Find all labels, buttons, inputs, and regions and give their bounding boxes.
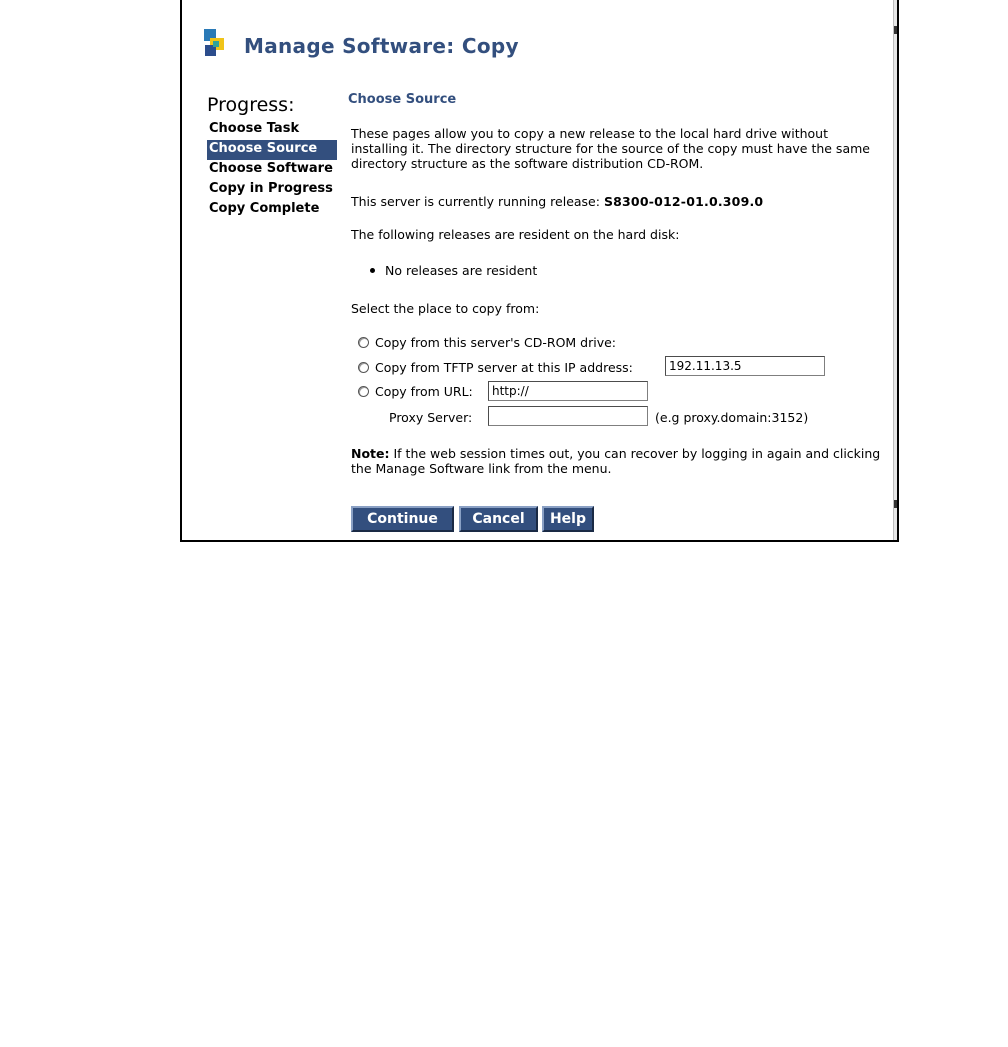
proxy-server-input[interactable] bbox=[488, 406, 648, 426]
progress-step-choose-task: Choose Task bbox=[209, 121, 300, 136]
option-tftp[interactable] bbox=[358, 360, 633, 375]
progress-step-choose-source: Choose Source bbox=[207, 140, 337, 160]
resident-releases-label: The following releases are resident on the hard disk: bbox=[351, 227, 680, 242]
section-title: Choose Source bbox=[348, 92, 457, 107]
running-release-label: This server is currently running release: bbox=[351, 194, 604, 209]
browser-page-frame bbox=[180, 0, 899, 542]
running-release-line bbox=[351, 194, 883, 209]
proxy-server-hint: (e.g proxy.domain:3152) bbox=[655, 410, 809, 425]
copy-source-label: Select the place to copy from: bbox=[351, 301, 540, 316]
resident-item-label: No releases are resident bbox=[385, 263, 538, 278]
cdrom-option-label: Copy from this server's CD-ROM drive: bbox=[375, 335, 617, 350]
url-option-label: Copy from URL: bbox=[375, 384, 473, 399]
option-url[interactable] bbox=[358, 384, 473, 399]
help-button[interactable]: Help bbox=[542, 506, 594, 532]
progress-step-copy-in-progress: Copy in Progress bbox=[209, 181, 333, 196]
progress-step-copy-complete: Copy Complete bbox=[209, 201, 320, 216]
progress-steps bbox=[207, 120, 341, 220]
app-logo-icon bbox=[204, 29, 230, 57]
cancel-button[interactable]: Cancel bbox=[459, 506, 538, 532]
tftp-option-label: Copy from TFTP server at this IP address: bbox=[375, 360, 633, 375]
session-note bbox=[351, 446, 883, 476]
tftp-ip-input[interactable]: 192.11.13.5 bbox=[665, 356, 825, 376]
note-label: Note: bbox=[351, 446, 390, 461]
intro-text: These pages allow you to copy a new release to the local hard drive without installing it. The directory structure for the source of the copy must have the same directory structure as the software distribution CD-ROM. bbox=[351, 126, 870, 171]
scrollbar[interactable] bbox=[893, 0, 897, 540]
progress-step-choose-software: Choose Software bbox=[209, 161, 333, 176]
progress-heading: Progress: bbox=[207, 94, 295, 116]
running-release-value: S8300-012-01.0.309.0 bbox=[603, 194, 764, 209]
page-title: Manage Software: Copy bbox=[244, 34, 519, 58]
tftp-radio[interactable] bbox=[358, 362, 369, 373]
bullet-icon bbox=[370, 268, 375, 273]
note-text: If the web session times out, you can recover by logging in again and clicking the Manage Software link from the menu. bbox=[351, 446, 881, 476]
url-radio[interactable] bbox=[358, 386, 369, 397]
proxy-server-label: Proxy Server: bbox=[389, 410, 473, 425]
continue-button[interactable]: Continue bbox=[351, 506, 454, 532]
url-input[interactable]: http:// bbox=[488, 381, 648, 401]
cdrom-radio[interactable] bbox=[358, 337, 369, 348]
option-cdrom[interactable] bbox=[358, 335, 616, 350]
list-item bbox=[370, 263, 537, 278]
